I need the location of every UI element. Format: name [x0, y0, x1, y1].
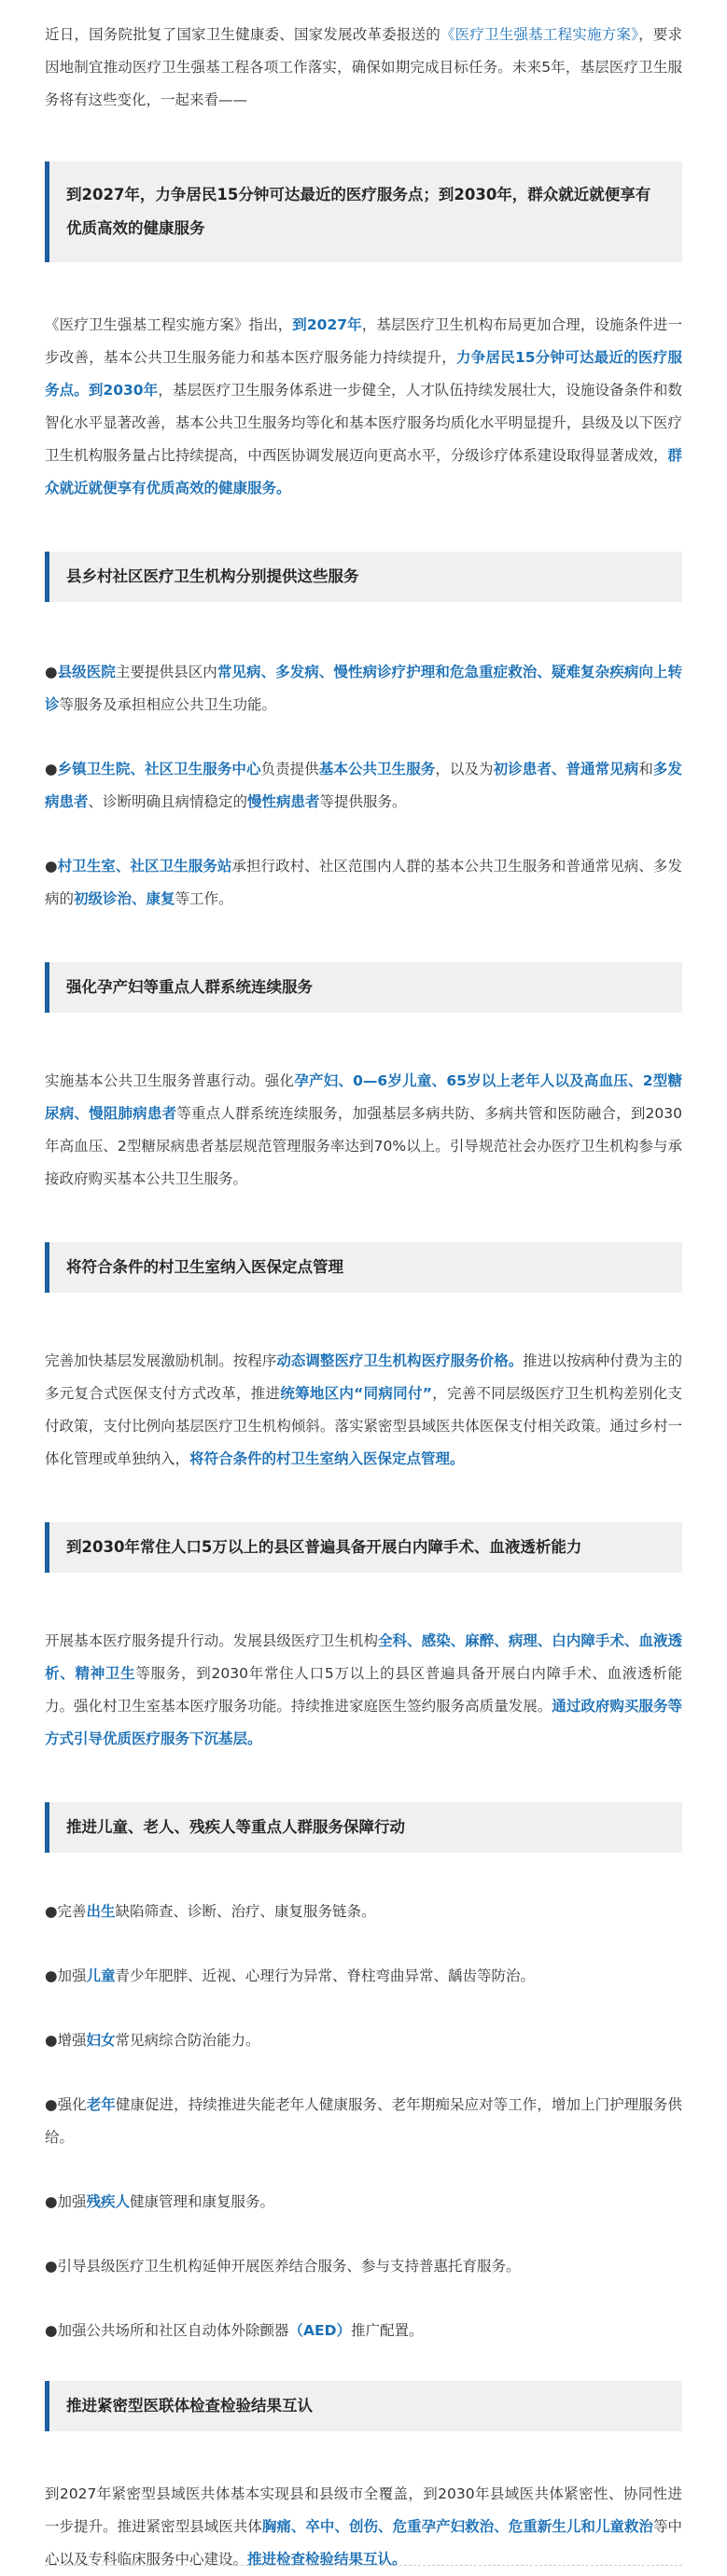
highlight: 将符合条件的村卫生室纳入医保定点管理。	[189, 1450, 465, 1467]
text: ●加强	[45, 1967, 87, 1984]
list-item	[45, 2024, 682, 2057]
text: ，完善不同层级医疗卫生机构差别化支付政策，支付比例向基层医疗卫生机构倾斜。落实紧密型县域医共体医保支付相关政策。通过乡村一体化管理或单独纳入，	[45, 1385, 682, 1467]
text: ●强化	[45, 2096, 87, 2113]
highlight: 基本公共卫生服务	[318, 761, 436, 777]
section-title: 将符合条件的村卫生室纳入医保定点管理	[66, 1258, 343, 1276]
section-title: 推进儿童、老人、残疾人等重点人群服务保障行动	[66, 1818, 405, 1836]
plan-link[interactable]: 《医疗卫生强基工程实施方案》	[440, 26, 639, 43]
highlight: 常见病、多发病、慢性病诊疗护理和危急重症救治、疑难复杂疾病向上转诊	[45, 664, 682, 713]
highlight: 通过政府购买服务等方式引导优质医疗服务下沉基层。	[45, 1698, 682, 1747]
highlight: 胸痛、卒中、创伤、危重孕产妇救治、危重新生儿和儿童救治	[261, 2518, 653, 2535]
highlight: 初级诊治、康复	[74, 890, 175, 907]
highlight: 县级医院	[57, 664, 116, 680]
highlight: 出生	[86, 1903, 116, 1920]
text: 等工作。	[175, 890, 233, 907]
list-item	[45, 2089, 682, 2154]
intro-paragraph	[45, 19, 682, 117]
list-item	[45, 1896, 682, 1928]
text: ●完善	[45, 1903, 87, 1920]
highlight: 群众就近就便享有优质高效的健康服务。	[45, 447, 682, 497]
bullet-village	[45, 850, 682, 916]
bullet-township	[45, 753, 682, 819]
bullet-icon: ●	[45, 858, 58, 875]
paragraph-mutual-recognition	[45, 2478, 682, 2576]
highlight: 残疾人	[86, 2193, 131, 2210]
highlight: 到2027年	[292, 316, 362, 333]
text: 推广配置。	[350, 2322, 424, 2339]
special-groups-list	[45, 1896, 682, 2347]
text: 等重点人群系统连续服务，加强基层多病共防、多病共管和医防融合，到2030年高血压、2型糖尿病患者基层规范管理服务率达到70%以上。引导规范社会办医疗卫生机构参与承接政府购买基本公共卫生服务。	[45, 1105, 682, 1187]
highlight: 推进检查检验结果互认。	[247, 2551, 407, 2568]
list-item	[45, 2250, 682, 2283]
section-title: 县乡村社区医疗卫生机构分别提供这些服务	[66, 567, 359, 585]
text: 和	[638, 761, 653, 777]
text: 开展基本医疗服务提升行动。发展县级医疗卫生机构	[45, 1632, 379, 1649]
section-title: 到2027年，力争居民15分钟可达最近的医疗服务点；到2030年，群众就近就便享有优质高效的健康服务	[66, 186, 651, 237]
text: 到2027年紧密型县域医共体基本实现县和县级市全覆盖，到2030年县域医共体紧密性、协同性进一步提升。推进紧密型县域医共体	[45, 2485, 682, 2535]
bullet-county-hospital	[45, 656, 682, 721]
bullet-icon: ●	[45, 761, 58, 777]
highlight: 老年	[86, 2096, 116, 2113]
highlight: 村卫生室、社区卫生服务站	[57, 858, 232, 875]
section-heading-key-groups	[45, 962, 682, 1013]
text: 等中心以及专科临床服务中心建设。	[45, 2518, 682, 2568]
text: 《医疗卫生强基工程实施方案》指出，	[45, 316, 293, 333]
paragraph-goals	[45, 309, 682, 505]
highlight: 儿童	[86, 1967, 116, 1984]
bullet-icon: ●	[45, 664, 58, 680]
text: 常见病综合防治能力。	[115, 2032, 260, 2049]
list-item	[45, 2186, 682, 2219]
highlight: 到2030年	[88, 382, 159, 399]
text: 等服务，到2030年常住人口5万以上的县区普遍具备开展白内障手术、血液透析能力。强化村卫生室基本医疗服务功能。持续推进家庭医生签约服务高质量发展。	[45, 1665, 682, 1715]
section-heading-mutual-recognition	[45, 2381, 682, 2431]
highlight: 孕产妇、0—6岁儿童、65岁以上老年人以及高血压、2型糖尿病、慢阻肺病患者	[45, 1072, 682, 1122]
section-title: 到2030年常住人口5万以上的县区普遍具备开展白内障手术、血液透析能力	[66, 1538, 582, 1556]
paragraph-key-groups	[45, 1065, 682, 1196]
section-title: 强化孕产妇等重点人群系统连续服务	[66, 978, 313, 996]
text: 缺陷筛查、诊断、治疗、康复服务链条。	[115, 1903, 376, 1920]
list-item	[45, 1960, 682, 1993]
highlight: 力争居民15分钟可达最近的医疗服务点。	[45, 349, 682, 399]
highlight: （AED）	[288, 2322, 351, 2339]
intro-text-post: ，要求因地制宜推动医疗卫生强基工程各项工作落实，确保如期完成目标任务。未来5年，基层医疗卫生服务将有这些变化，一起来看——	[45, 26, 682, 108]
section-heading-special-groups	[45, 1802, 682, 1853]
highlight: 乡镇卫生院、社区卫生服务中心	[57, 761, 261, 777]
paragraph-capability	[45, 1625, 682, 1756]
section-heading-institutions	[45, 552, 682, 602]
text: 承担行政村、社区范围内人群的基本公共卫生服务和普通常见病、多发病的	[45, 858, 682, 907]
highlight: 多发病患者	[45, 761, 682, 810]
text: 、诊断明确且病情稳定的	[88, 793, 248, 810]
highlight: 全科、感染、麻醉、病理、白内障手术、血液透析、精神卫生	[45, 1632, 682, 1682]
divider	[45, 2565, 682, 2566]
highlight: 动态调整医疗卫生机构医疗服务价格。	[276, 1352, 524, 1369]
highlight: 妇女	[86, 2032, 116, 2049]
section-heading-goals	[45, 161, 682, 262]
text: 健康管理和康复服务。	[130, 2193, 275, 2210]
text: 主要提供县区内	[115, 664, 217, 680]
text: 完善加快基层发展激励机制。按程序	[45, 1352, 277, 1369]
text: ●增强	[45, 2032, 87, 2049]
list-item	[45, 2315, 682, 2347]
paragraph-insurance	[45, 1345, 682, 1476]
text: ●引导县级医疗卫生机构延伸开展医养结合服务、参与支持普惠托育服务。	[45, 2258, 521, 2275]
text: ，以及为	[435, 761, 494, 777]
text: 负责提供	[260, 761, 319, 777]
text: ●加强公共场所和社区自动体外除颤器	[45, 2322, 289, 2339]
text: 青少年肥胖、近视、心理行为异常、脊柱弯曲异常、龋齿等防治。	[115, 1967, 536, 1984]
section-title: 推进紧密型医联体检查检验结果互认	[66, 2397, 313, 2415]
text: ●加强	[45, 2193, 87, 2210]
intro-text: 近日，国务院批复了国家卫生健康委、国家发展改革委报送的	[45, 26, 440, 43]
section-heading-insurance	[45, 1242, 682, 1293]
highlight: 慢性病患者	[247, 793, 320, 810]
text: 等提供服务。	[319, 793, 407, 810]
text: 健康促进，持续推进失能老年人健康服务、老年期痴呆应对等工作，增加上门护理服务供给。	[45, 2096, 682, 2146]
highlight: 初诊患者、普通常见病	[493, 761, 639, 777]
text: ，基层医疗卫生机构布局更加合理，设施条件进一步改善，基本公共卫生服务能力和基本医疗服务能力持续提升，	[45, 316, 682, 366]
text: 推进以按病种付费为主的多元复合式医保支付方式改革，推进	[45, 1352, 682, 1402]
highlight: 统筹地区内“同病同付”	[280, 1385, 432, 1402]
text: 等服务及承担相应公共卫生功能。	[59, 696, 277, 713]
section-heading-capability	[45, 1522, 682, 1573]
text: ，基层医疗卫生服务体系进一步健全，人才队伍持续发展壮大，设施设备条件和数智化水平显著改善，基本公共卫生服务均等化和基本医疗服务均质化水平明显提升，县级及以下医疗卫生机构服务量占比持续提高，中西医协调发展迈向更高水平，分级诊疗体系建设取得显著成效，	[45, 382, 682, 464]
text: 实施基本公共卫生服务普惠行动。强化	[45, 1072, 295, 1089]
